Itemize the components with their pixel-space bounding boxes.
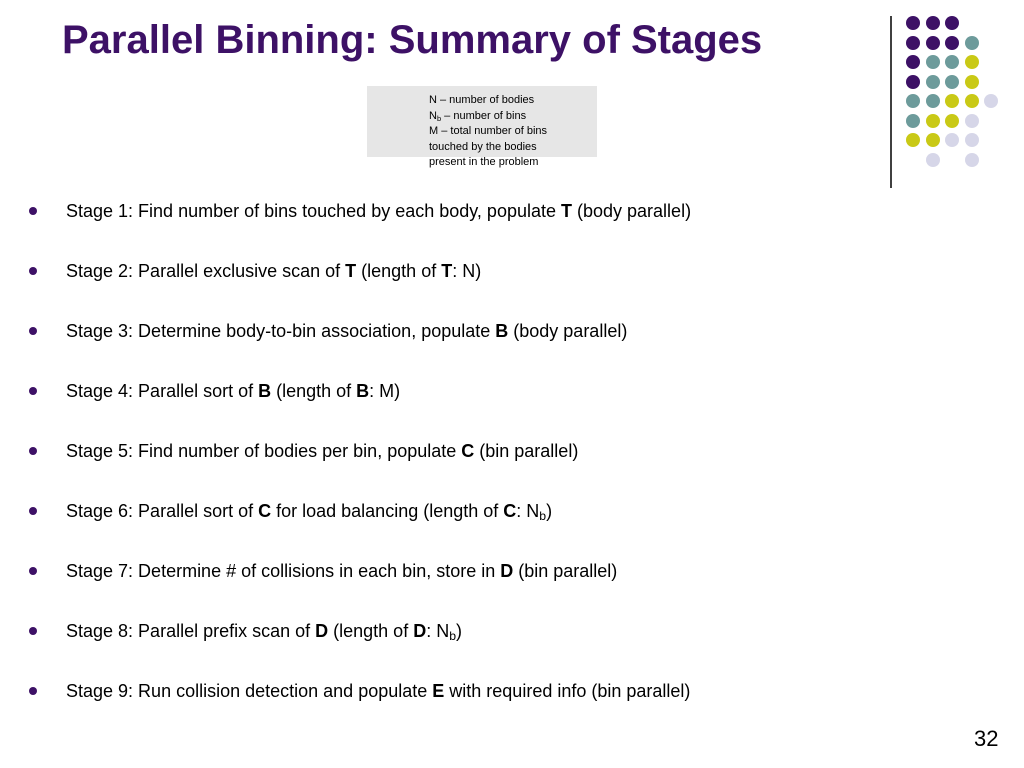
decorative-dot bbox=[945, 16, 959, 30]
list-item: Stage 7: Determine # of collisions in each bin, store in D (bin parallel) bbox=[66, 560, 617, 582]
list-item: Stage 8: Parallel prefix scan of D (length of D: $N_b$) bbox=[66, 620, 462, 642]
decorative-dot bbox=[926, 75, 940, 89]
decorative-dot bbox=[926, 114, 940, 128]
legend-line: touched by the bodies bbox=[429, 140, 537, 153]
bullet-icon bbox=[29, 387, 37, 395]
list-item: Stage 3: Determine body-to-bin association, populate B (body parallel) bbox=[66, 320, 627, 342]
decorative-dot bbox=[906, 36, 920, 50]
decorative-dot bbox=[926, 16, 940, 30]
list-item: Stage 2: Parallel exclusive scan of T (length of T: N) bbox=[66, 260, 481, 282]
decorative-dot bbox=[906, 75, 920, 89]
bullet-icon bbox=[29, 567, 37, 575]
divider-line bbox=[890, 16, 892, 188]
decorative-dot bbox=[926, 133, 940, 147]
bullet-icon bbox=[29, 327, 37, 335]
decorative-dot bbox=[984, 94, 998, 108]
decorative-dot bbox=[945, 36, 959, 50]
list-item: Stage 4: Parallel sort of B (length of B: M) bbox=[66, 380, 400, 402]
slide-title: Parallel Binning: Summary of Stages bbox=[62, 18, 763, 62]
list-item: Stage 5: Find number of bodies per bin, populate C (bin parallel) bbox=[66, 440, 578, 462]
list-item: Stage 1: Find number of bins touched by each body, populate T (body parallel) bbox=[66, 200, 691, 222]
legend-line: $N_b$ – number of bins bbox=[429, 109, 527, 123]
bullet-icon bbox=[29, 627, 37, 635]
decorative-dot bbox=[906, 114, 920, 128]
decorative-dot bbox=[926, 36, 940, 50]
decorative-dot bbox=[906, 94, 920, 108]
bullet-icon bbox=[29, 447, 37, 455]
decorative-dot bbox=[926, 55, 940, 69]
decorative-dot bbox=[945, 75, 959, 89]
decorative-dot bbox=[965, 133, 979, 147]
legend-line: present in the problem bbox=[429, 156, 539, 168]
decorative-dot bbox=[945, 55, 959, 69]
decorative-dot bbox=[906, 55, 920, 69]
decorative-dot bbox=[945, 94, 959, 108]
legend-box bbox=[367, 86, 597, 168]
decorative-dot bbox=[926, 94, 940, 108]
decorative-dot bbox=[906, 133, 920, 147]
decorative-dot bbox=[965, 94, 979, 108]
bullet-icon bbox=[29, 687, 37, 695]
decorative-dot bbox=[945, 133, 959, 147]
list-item: Stage 6: Parallel sort of C for load balancing (length of C: $N_b$) bbox=[66, 500, 552, 522]
decorative-dot bbox=[965, 75, 979, 89]
decorative-dot bbox=[906, 16, 920, 30]
decorative-dot bbox=[945, 114, 959, 128]
bullet-icon bbox=[29, 507, 37, 515]
decorative-dot bbox=[965, 55, 979, 69]
bullet-icon bbox=[29, 267, 37, 275]
legend-line: M – total number of bins bbox=[429, 125, 548, 137]
list-item: Stage 9: Run collision detection and populate E with required info (bin parallel) bbox=[66, 680, 690, 702]
page-number: 32 bbox=[974, 726, 999, 751]
decorative-dot bbox=[965, 36, 979, 50]
bullet-icon bbox=[29, 207, 37, 215]
legend-line: N – number of bodies bbox=[429, 94, 535, 106]
decorative-dot bbox=[965, 114, 979, 128]
decorative-dot bbox=[965, 153, 979, 167]
decorative-dot bbox=[926, 153, 940, 167]
